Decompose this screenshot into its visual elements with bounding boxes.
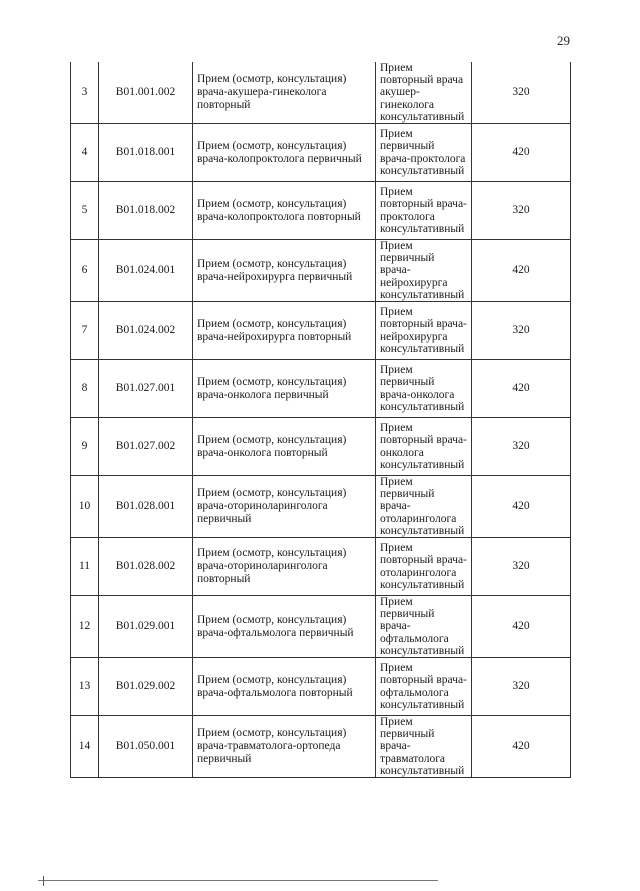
service-local-name: Прием первичный врача-нейрохирурга консультативный [376, 240, 472, 302]
footer-divider [38, 880, 438, 881]
service-price: 420 [472, 716, 571, 778]
service-name: Прием (осмотр, консультация) врача-онколога первичный [193, 360, 376, 418]
row-number: 14 [71, 716, 99, 778]
service-name: Прием (осмотр, консультация) врача-оториноларинголога повторный [193, 538, 376, 596]
service-price: 320 [472, 418, 571, 476]
service-code: B01.024.001 [99, 240, 193, 302]
row-number: 4 [71, 124, 99, 182]
service-name: Прием (осмотр, консультация) врача-акушера-гинеколога повторный [193, 62, 376, 124]
page-number: 29 [557, 33, 570, 48]
service-name: Прием (осмотр, консультация) врача-колопроктолога первичный [193, 124, 376, 182]
service-name: Прием (осмотр, консультация) врача-офтальмолога повторный [193, 658, 376, 716]
service-code: B01.024.002 [99, 302, 193, 360]
service-name: Прием (осмотр, консультация) врача-онколога повторный [193, 418, 376, 476]
service-local-name: Прием первичный врача-офтальмолога консультативный [376, 596, 472, 658]
service-local-name: Прием повторный врача акушер-гинеколога консультативный [376, 62, 472, 124]
service-code: B01.018.002 [99, 182, 193, 240]
table-row [71, 302, 571, 360]
service-code: B01.001.002 [99, 62, 193, 124]
row-number: 3 [71, 62, 99, 124]
service-local-name: Прием повторный врача-офтальмолога консультативный [376, 658, 472, 716]
table-row [71, 62, 571, 124]
service-price: 320 [472, 538, 571, 596]
row-number: 5 [71, 182, 99, 240]
service-name: Прием (осмотр, консультация) врача-колопроктолога повторный [193, 182, 376, 240]
row-number: 11 [71, 538, 99, 596]
service-price: 420 [472, 476, 571, 538]
service-name: Прием (осмотр, консультация) врача-нейрохирурга первичный [193, 240, 376, 302]
table-row [71, 596, 571, 658]
service-local-name: Прием первичный врача-проктолога консультативный [376, 124, 472, 182]
service-price: 420 [472, 360, 571, 418]
row-number: 7 [71, 302, 99, 360]
price-table [70, 62, 571, 778]
table-row [71, 476, 571, 538]
service-code: B01.029.002 [99, 658, 193, 716]
service-local-name: Прием первичный врача-онколога консультативный [376, 360, 472, 418]
service-code: B01.050.001 [99, 716, 193, 778]
table-row [71, 124, 571, 182]
service-code: B01.028.001 [99, 476, 193, 538]
service-name: Прием (осмотр, консультация) врача-нейрохирурга повторный [193, 302, 376, 360]
service-local-name: Прием первичный врача-отоларинголога консультативный [376, 476, 472, 538]
service-price: 320 [472, 182, 571, 240]
service-local-name: Прием повторный врача-проктолога консультативный [376, 182, 472, 240]
service-local-name: Прием повторный врача-отоларинголога консультативный [376, 538, 472, 596]
service-price: 420 [472, 596, 571, 658]
table-row [71, 418, 571, 476]
row-number: 6 [71, 240, 99, 302]
table-row [71, 716, 571, 778]
row-number: 13 [71, 658, 99, 716]
service-price: 320 [472, 62, 571, 124]
service-code: B01.018.001 [99, 124, 193, 182]
table-row [71, 240, 571, 302]
service-name: Прием (осмотр, консультация) врача-травматолога-ортопеда первичный [193, 716, 376, 778]
table-row [71, 360, 571, 418]
table-row [71, 658, 571, 716]
table-row [71, 538, 571, 596]
service-name: Прием (осмотр, консультация) врача-офтальмолога первичный [193, 596, 376, 658]
service-local-name: Прием первичный врача-травматолога консультативный [376, 716, 472, 778]
service-code: B01.028.002 [99, 538, 193, 596]
service-price: 320 [472, 658, 571, 716]
service-price: 320 [472, 302, 571, 360]
row-number: 8 [71, 360, 99, 418]
service-local-name: Прием повторный врача-онколога консультативный [376, 418, 472, 476]
service-local-name: Прием повторный врача-нейрохирурга консультативный [376, 302, 472, 360]
service-name: Прием (осмотр, консультация) врача-оториноларинголога первичный [193, 476, 376, 538]
service-code: B01.029.001 [99, 596, 193, 658]
row-number: 9 [71, 418, 99, 476]
row-number: 10 [71, 476, 99, 538]
service-price: 420 [472, 240, 571, 302]
service-code: B01.027.002 [99, 418, 193, 476]
service-price: 420 [472, 124, 571, 182]
service-code: B01.027.001 [99, 360, 193, 418]
row-number: 12 [71, 596, 99, 658]
footer-mark [43, 876, 44, 886]
table-row [71, 182, 571, 240]
